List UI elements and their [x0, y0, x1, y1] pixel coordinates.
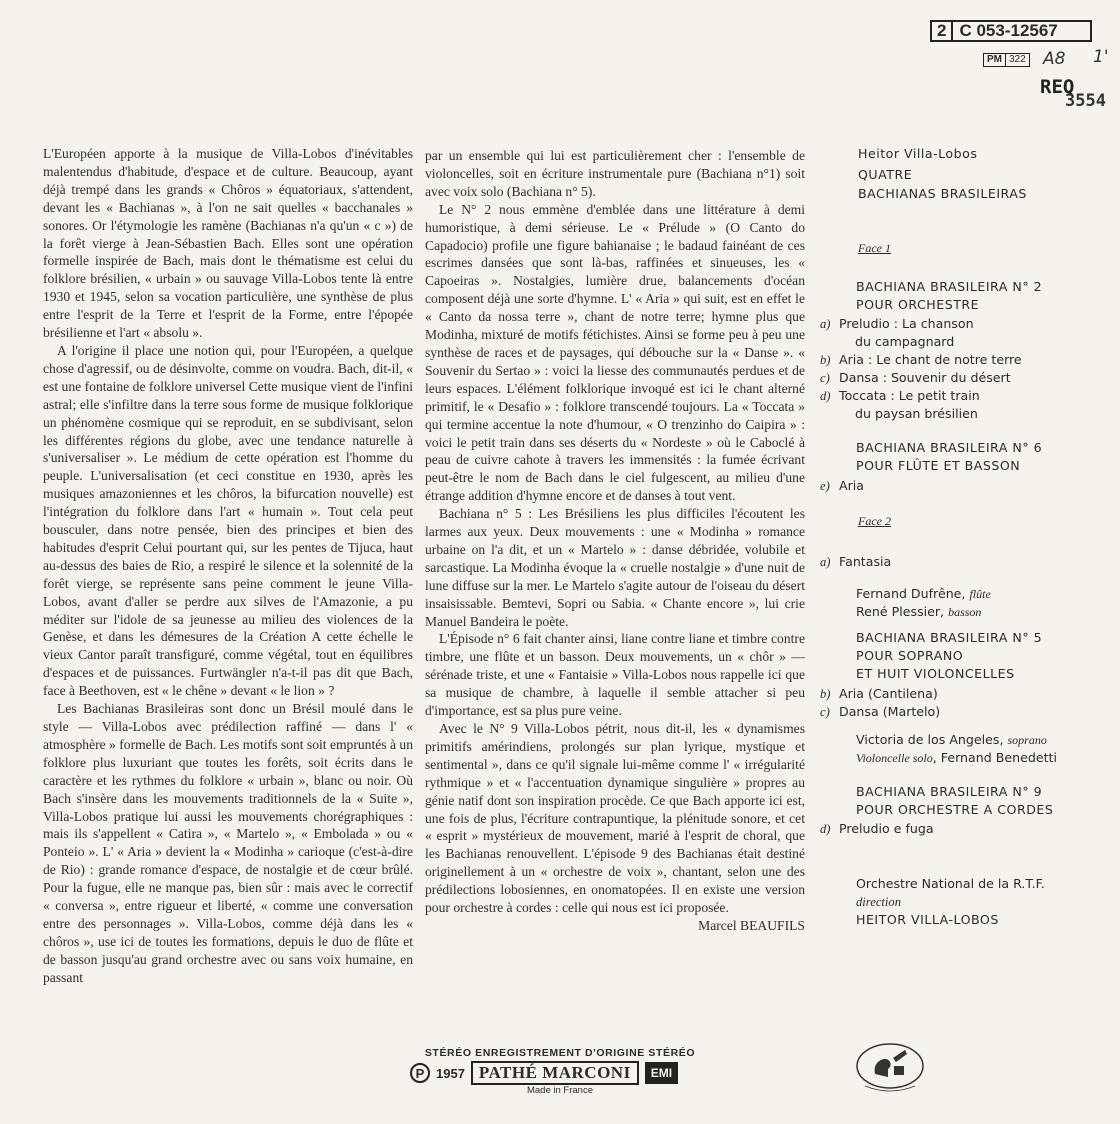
essay-signature: Marcel BEAUFILS	[698, 917, 805, 933]
his-masters-voice-logo	[855, 1036, 925, 1098]
work-heading: BACHIANA BRASILEIRA N° 2	[856, 279, 1043, 294]
catalog-number: C 053-12567	[959, 21, 1058, 40]
essay-paragraph: A l'origine il place une notion qui, pour l'Européen, a quelque chose d'agressif, ou de désinvolte, comme on voudra. Bach, dit-il, « est une fontaine de folklore universel Cette musique vient de l'infini astral; elle s'infiltre dans la terre sous forme de musique folklorique un phénomène cosmique qui se reproduit, en se subdivisant, selon les différentes régions du globe, avec une tendance naturelle à s'universaliser ». Le médium de cette opération est l'homme du peuple. L'universalisation (et ceci constitue en 1930, après les musiques amazoniennes et les chôros, la bifurcation nouvelle) est l'intégration du folklore dans l'art « humain ». Tout cela peut bousculer, dans notre pensée, bien des principes et bien des habitudes d'esprit Celui pourtant qui, sur les pentes de Tijuca, haut au-dessus des baies de Rio, a respiré le silence et la solennité de la forêt vierge, se représente sans peine comment le jeune Villa-Lobos, avant d'aller se perdre aux silves de l'Amazonie, a pu méditer sur l'idole de sa jeunesse au milieu des violences de la Genèse, et dans les démesures de la Création A cette échelle le vieux Cantor paraît transfiguré, comme végétal, tout en équilibres d'espaces et de puissances. Furtwängler n'a-t-il pas dit que Bach, face à Beethoven, est « le chêne » devant « le lion » ?	[43, 342, 413, 699]
stereo-notice: STÉRÉO ENREGISTREMENT D'ORIGINE STÉRÉO	[424, 1047, 696, 1059]
handwritten-tick: 1'	[1093, 47, 1109, 67]
face-2-label: Face 2	[858, 514, 891, 528]
work-subheading: POUR SOPRANO	[856, 648, 964, 663]
movement: d) Toccata : Le petit train	[820, 388, 980, 403]
movement: d) Preludio e fuga	[820, 821, 934, 836]
movement-continued: du campagnard	[855, 334, 955, 349]
ref-number: 3554	[1065, 91, 1106, 111]
essay-paragraph: Les Bachianas Brasileiras sont donc un Brésil moulé dans le style — Villa-Lobos avec prédilection raffiné — dans l' « atmosphère » formelle de Bach. Les motifs sont soit empruntés à un folklore plus luxuriant que toutes les forêts, soit écrits dans le caractère et les rythmes du folklore « urbain », blanc ou noir. Où Bach s'insère dans les mouvements traditionnels de la « Suite », Villa-Lobos pratique lui aussi les mouvements chorégraphiques : mais ils s'appellent « Catira », « Martelo », « Embolada » ou « Ponteio ». L' « Aria » devient la « Modinha » carioque (c'est-à-dire de Rio) : grande romance d'espace, de nostalgie et de cœur brûlé. Pour la fugue, elle ne manque pas, bien sûr : mais avec le correctif « conversa », entre rigueur et liberté, « comme une conversation entre des personnages ». Villa-Lobos, comme déjà dans les « chôros », use ici de toutes les formations, depuis le duo de flûte et de basson jusqu'au grand orchestre avec ou sans voix humaine, en passant	[43, 701, 413, 985]
performer: Violoncelle solo, Fernand Benedetti	[856, 750, 1057, 765]
performer: René Plessier, basson	[856, 604, 982, 619]
album-title-line1: QUATRE	[858, 167, 913, 182]
phonogram-icon: P	[410, 1063, 430, 1083]
orchestra: Orchestre National de la R.T.F.	[856, 876, 1045, 891]
release-year: 1957	[436, 1065, 465, 1081]
label-name: PATHÉ MARCONI	[471, 1061, 639, 1085]
movement: b) Aria : Le chant de notre terre	[820, 352, 1022, 367]
movement-continued: du paysan brésilien	[855, 406, 978, 421]
essay-paragraph: Bachiana n° 5 : Les Brésiliens les plus difficiles l'écoutent les larmes aux yeux. Deux mouvements : une « Modinha » romance urbaine on l'a dit, et un « Martelo » : danse débridée, volubile et sarcastique. La Modinha évoque la « cruelle nostalgie » d'une nuit de lune diffuse sur la mer. Le Martelo s'agite autour de l'oiseau du désert insaisissable. Bemtevi, Sopri ou Sabia. « Chante encore », lui crie Manuel Bandeira le poète.	[425, 506, 805, 629]
movement: c) Dansa (Martelo)	[820, 704, 941, 719]
movement: b) Aria (Cantilena)	[820, 686, 938, 701]
movement: c) Dansa : Souvenir du désert	[820, 370, 1011, 385]
performer: Victoria de los Angeles, soprano	[856, 732, 1047, 747]
essay-paragraph: L'Européen apporte à la musique de Villa-Lobos d'inévitables malentendus d'habitude, d'espace et de culture. Beaucoup, ayant déjà trempé dans les grands « Chôros » équatoriaux, s'attendent, devant les « Bachianas », à l'on ne sait quelles « bacchanales » sonores. Or l'étymologie les ramène (Bachianas n'a qu'un « c ») de la forêt vierge à Jean-Sébastien Bach. Elles sont une opération formelle inspirée de Bach, mais dont le thématisme est celui du folklore brésilien, « urbain » ou sauvage Villa-Lobos tente là entre 1930 et 1945, selon sa vocation particulière, une synthèse de plus entre l'esprit de la Terre et l'esprit de la Forme, entre l'épopée brésilienne et l'art « absolu ».	[43, 146, 413, 341]
label-line	[410, 1061, 678, 1085]
emi-logo: EMI	[645, 1062, 678, 1084]
dog-and-gramophone-icon	[855, 1036, 925, 1098]
essay-paragraph: Avec le N° 9 Villa-Lobos pétrit, nous dit-il, les « dynamismes primitifs amérindiens, prolongés sur plan lyrique, mystique et sentimental », dans ce qu'il signale lui-même comme l' « irrégularité rythmique » et « l'accentuation dynamique singulière » propres au génie natif dont son inspiration procède. Ce que Bach apporte ici est, une fois de plus, l'écriture contrapuntique, la plénitude sonore, et cet « esprit » mystérieux de mouvement, marié à l'esprit de choral, que les Bachianas renouvellent. L'épisode 9 des Bachianas était destiné originellement à un « orchestre de voix », chantant, selon une des prédilections lobosiennes, en onomatopées. Il en existe une version pour orchestre à cordes : celle qui nous est ici proposée.	[425, 721, 805, 916]
work-heading: BACHIANA BRASILEIRA N° 6	[856, 440, 1043, 455]
essay-paragraph: L'Épisode n° 6 fait chanter ainsi, liane contre liane et timbre contre timbre, une flûte et un basson. Deux mouvements, un « chôr » — sérénade triste, et une « Fantaisie » Villa-Lobos nous rappelle ici que sa musique de chambre, à laquelle il semble attacher si peu d'importance, est sa plus pure veine.	[425, 631, 805, 719]
essay-paragraph: par un ensemble qui lui est particulièrement cher : l'ensemble de violoncelles, soit en écriture instrumentale pure (Bachiana n°1) soit avec voix solo (Bachiana n° 5).	[425, 148, 805, 199]
work-subheading: POUR ORCHESTRE A CORDES	[856, 802, 1054, 817]
catalog-number-box	[930, 20, 1092, 42]
conductor: HEITOR VILLA-LOBOS	[856, 912, 999, 927]
essay-paragraph: Le N° 2 nous emmène d'emblée dans une littérature à demi humoristique, à demi sérieuse. Le « Prélude » (O Canto do Capadocio) profile une figure bahianaise ; le badaud fainéant de ces escrimes dansées que sont là-bas, raffinées et sinueuses, les « Capoeiras ». Nostalgies, lumière drue, balancements d'océan composent déjà une sorte d'hymne. L' « Aria » qui suit, est en effet le « Canto da nossa terre », chant de notre terre; hymne plus que Modinha, mixturé de motifs fétichistes. Ainsi se forme peu à peu une synthèse de races et de paysages, qui débouche sur la « Danse ». « Souvenir du Sertao » : voici la liesse des communautés perdues et de leurs espaces. L'élément folklorique invoqué est ici le chant alterné primitif, le « Desafio » : folklore transcendé toujours. La « Toccata » qui termine accentue la note d'humour, « O trenzinho do Caipira » : voici le petit train dans ses déserts du « Nordeste » où le Caboclé à peau de cuivre cahote à travers les immensités : la fumée écrivant peut-être le nom de Bach dans le ciel fulgescent, au milieu d'une étrange addition d'hymne encore et de danses à tout vent.	[425, 201, 805, 504]
pm-code-right: 322	[1005, 54, 1029, 66]
made-in: Made in France	[526, 1085, 593, 1096]
album-title-line2: BACHIANAS BRASILEIRAS	[858, 186, 1027, 201]
work-subheading: POUR FLÛTE ET BASSON	[856, 458, 1021, 473]
pm-code-left: PM	[987, 54, 1002, 65]
composer: Heitor Villa-Lobos	[858, 146, 978, 161]
movement: a) Preludio : La chanson	[820, 316, 974, 331]
face-1-label: Face 1	[858, 241, 891, 255]
movement: e) Aria	[820, 478, 865, 493]
catalog-prefix: 2	[932, 22, 953, 40]
handwritten-mark: A8	[1043, 49, 1066, 69]
work-subheading: ET HUIT VIOLONCELLES	[856, 666, 1015, 681]
work-subheading: POUR ORCHESTRE	[856, 297, 980, 312]
work-heading: BACHIANA BRASILEIRA N° 5	[856, 630, 1043, 645]
essay-column-2	[425, 147, 805, 935]
ref-label: REQ	[1040, 76, 1075, 98]
essay-column-1	[43, 145, 413, 987]
performer: Fernand Dufrêne, flûte	[856, 586, 991, 601]
work-heading: BACHIANA BRASILEIRA N° 9	[856, 784, 1043, 799]
pm-code-box	[983, 53, 1030, 67]
direction-label: direction	[856, 895, 902, 909]
movement: a) Fantasia	[820, 554, 892, 569]
